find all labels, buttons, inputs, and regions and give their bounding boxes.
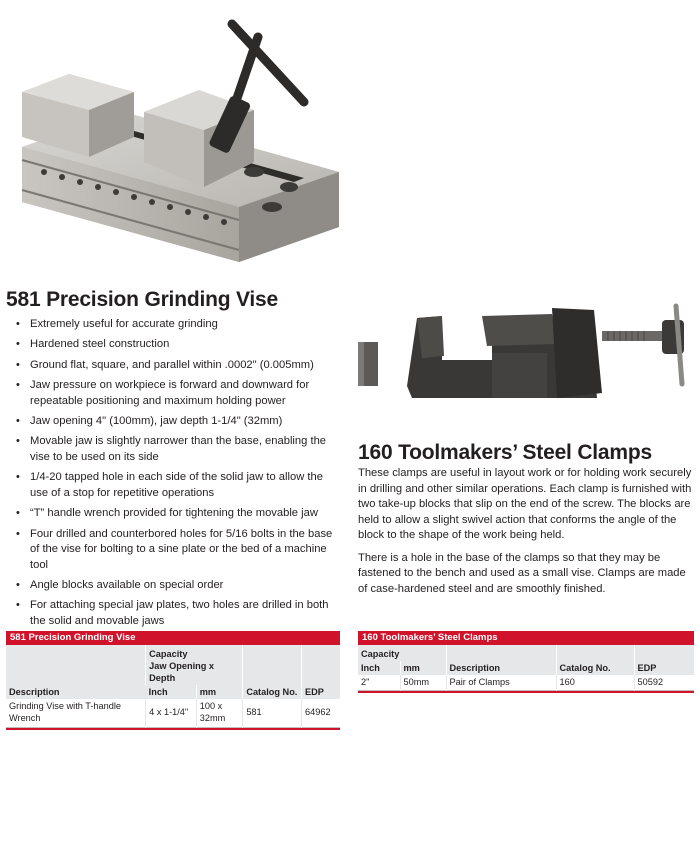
cell-inch: 4 x 1-1/4"	[146, 699, 197, 727]
col-edp: EDP	[302, 645, 341, 699]
table-row	[6, 699, 340, 727]
toolmaker-clamp-image	[352, 298, 700, 410]
col-capacity	[146, 645, 243, 685]
col-inch: Inch	[358, 661, 400, 675]
list-item: • Ground flat, square, and parallel within .0002" (0.005mm)	[14, 358, 339, 374]
cell-edp: 50592	[634, 675, 694, 690]
cell-description: Grinding Vise with T-handle Wrench	[9, 701, 122, 723]
list-item: • For attaching special jaw plates, two holes are drilled in both the solid and movable jaws	[14, 598, 339, 629]
cell-description: Pair of Clamps	[446, 675, 556, 690]
col-catalog: Catalog No.	[243, 645, 302, 699]
col-inch: Inch	[146, 685, 197, 699]
col-edp: EDP	[634, 645, 694, 675]
vise-feature-list	[14, 317, 339, 634]
vise-title: 581 Precision Grinding Vise	[6, 288, 278, 311]
list-item: • Four drilled and counterbored holes for 5/16 bolts in the base of the vise for bolting to a sine plate or the bed of a machine tool	[14, 527, 339, 574]
col-mm: mm	[196, 685, 243, 699]
cell-mm-line2: 32mm	[199, 712, 226, 723]
list-item: • Hardened steel construction	[14, 337, 339, 353]
clamp-table-title: 160 Toolmakers’ Steel Clamps	[358, 631, 694, 645]
table-row	[358, 675, 694, 690]
list-item: • Angle blocks available on special order	[14, 578, 339, 594]
col-catalog: Catalog No.	[556, 645, 634, 675]
cell-mm	[196, 699, 243, 727]
clamp-spec-table	[358, 631, 694, 693]
list-item: • Jaw pressure on workpiece is forward and downward for repeatable positioning and maximum holding power	[14, 378, 339, 409]
cell-inch: 2"	[361, 676, 370, 687]
clamp-paragraph-2: There is a hole in the base of the clamps so that they may be fastened to the bench and used as a small vise. Clamps are made of case-hardened steel and are smoothly finished.	[358, 551, 686, 595]
clamp-title: 160 Toolmakers’ Steel Clamps	[358, 441, 652, 464]
table-bottom-rule	[6, 728, 340, 730]
list-item: • 1/4-20 tapped hole in each side of the solid jaw to allow the use of a stop for repetitive operations	[14, 470, 339, 501]
col-capacity: Capacity	[358, 645, 446, 661]
list-item: • Movable jaw is slightly narrower than the base, enabling the vise to be used on its side	[14, 434, 339, 465]
vise-spec-table	[6, 631, 340, 730]
cell-mm: 50mm	[400, 675, 446, 690]
cell-mm-line1: 100 x	[199, 701, 223, 712]
list-item: • Jaw opening 4" (100mm), jaw depth 1-1/4" (32mm)	[14, 414, 339, 430]
col-mm: mm	[400, 661, 446, 675]
clamp-paragraph-1: These clamps are useful in layout work or for holding work securely in drilling and other similar operations. Each clamp is furnished with two take-up blocks that slip on the end of the screw. The blocks are held to allow a slight swivel action that conforms the angle of the block to the shape of the work being held.	[358, 467, 692, 541]
cell-catalog: 160	[556, 675, 634, 690]
vise-table-title: 581 Precision Grinding Vise	[6, 631, 340, 645]
col-description: Description	[6, 645, 146, 699]
capacity-sublabel: Jaw Opening x Depth	[149, 661, 215, 683]
list-item: • Extremely useful for accurate grinding	[14, 317, 339, 333]
cell-catalog: 581	[243, 699, 302, 727]
list-item: • “T” handle wrench provided for tightening the movable jaw	[14, 506, 339, 522]
clamp-description	[358, 466, 692, 604]
cell-edp: 64962	[302, 699, 341, 727]
grinding-vise-image	[14, 12, 344, 262]
table-bottom-rule	[358, 691, 694, 693]
col-description: Description	[446, 645, 556, 675]
capacity-label: Capacity	[149, 649, 188, 659]
